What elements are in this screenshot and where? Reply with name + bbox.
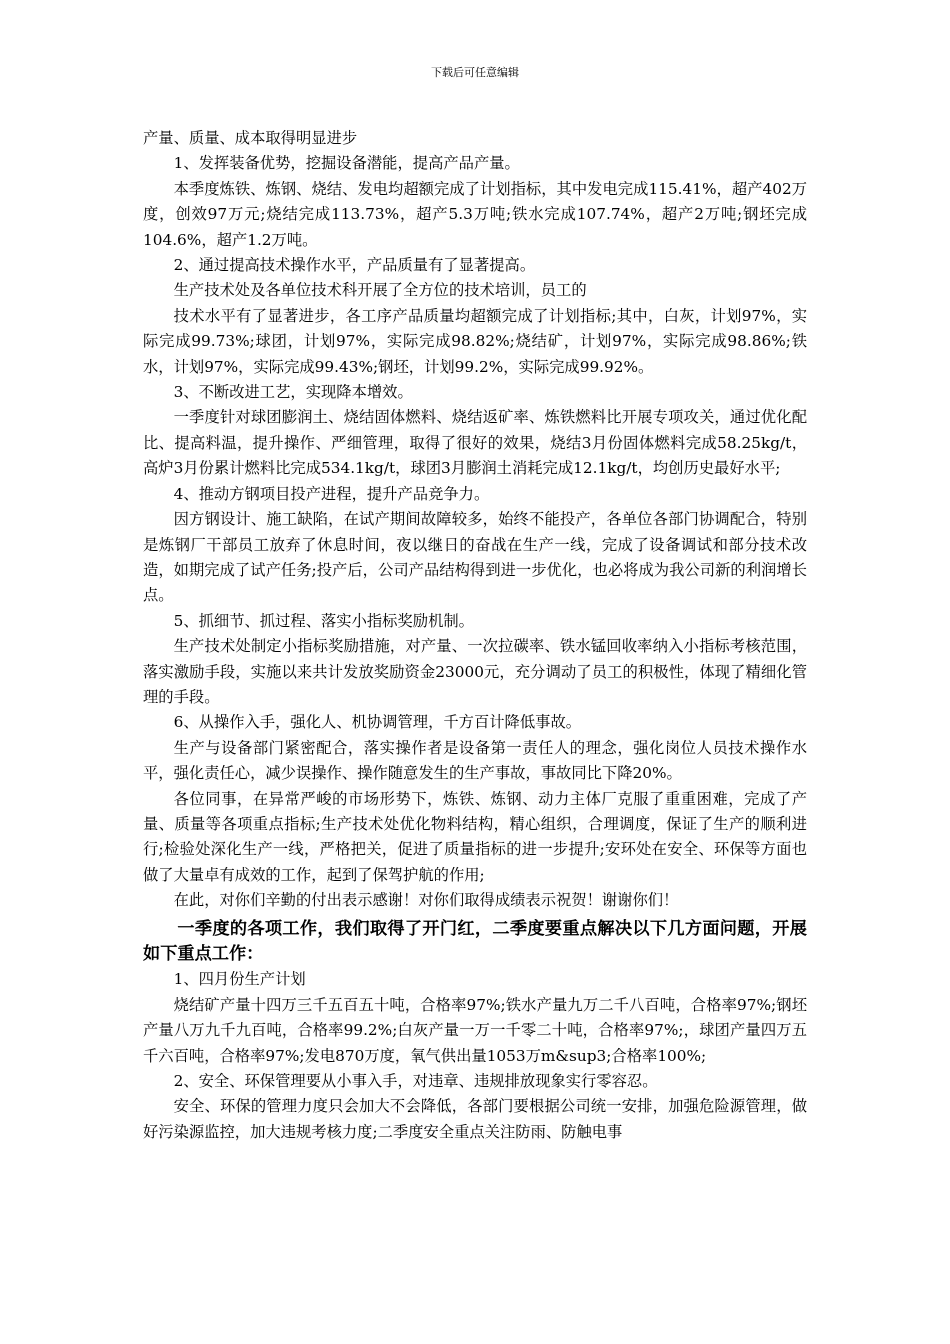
- paragraph-heading-3: 3、不断改进工艺，实现降本增效。: [173, 383, 413, 402]
- paragraph: 各位同事，在异常严峻的市场形势下，炼铁、炼钢、动力主体厂克服了重重困难，完成了产量、质量等各项重点指标;生产技术处优化物料结构，精心组织，合理调度，保证了生产的顺利进行;检验处深化生产一线，严格把关，促进了质量指标的进一步提升;安环处在安全、环保等方面也做了大量卓有成效的工作，起到了保驾护航的作用;: [143, 789, 807, 884]
- paragraph: 生产与设备部门紧密配合，落实操作者是设备第一责任人的理念，强化岗位人员技术操作水平，强化责任心，减少误操作、操作随意发生的生产事故，事故同比下降20%。: [143, 738, 807, 783]
- paragraph-heading-safety: 2、安全、环保管理要从小事入手，对违章、违规排放现象实行零容忍。: [173, 1072, 658, 1091]
- paragraph-heading-4: 4、推动方钢项目投产进程，提升产品竞争力。: [173, 484, 490, 503]
- page-header: 下载后可任意编辑: [431, 66, 519, 79]
- paragraph-heading-6: 6、从操作入手，强化人、机协调管理，千方百计降低事故。: [173, 713, 582, 732]
- paragraph: 在此，对你们辛勤的付出表示感谢！对你们取得成绩表示祝贺！谢谢你们！: [173, 891, 679, 910]
- paragraph: 生产技术处及各单位技术科开展了全方位的技术培训，员工的: [173, 281, 587, 300]
- paragraph: 烧结矿产量十四万三千五百五十吨，合格率97%;铁水产量九万二千八百吨，合格率97%;钢坯产量八万九千九百吨，合格率99.2%;白灰产量一万一千零二十吨，合格率97%;，球团产量四万五千六百吨，合格率97%;发电870万度，氧气供出量1053万m&sup3;合格率100%;: [143, 995, 807, 1065]
- paragraph-heading-plan: 1、四月份生产计划: [173, 970, 306, 989]
- paragraph: 安全、环保的管理力度只会加大不会降低，各部门要根据公司统一安排，加强危险源管理，做好污染源监控，加大违规考核力度;二季度安全重点关注防雨、防触电事: [143, 1097, 807, 1141]
- paragraph: 因方钢设计、施工缺陷，在试产期间故障较多，始终不能投产，各单位各部门协调配合，特别是炼钢厂干部员工放弃了休息时间，夜以继日的奋战在生产一线，完成了设备调试和部分技术改造，如期完成了试产任务;投产后，公司产品结构得到进一步优化，也必将成为我公司新的利润增长点。: [143, 510, 807, 605]
- paragraph: 生产技术处制定小指标奖励措施，对产量、一次拉碳率、铁水锰回收率纳入小指标考核范围，落实激励手段，实施以来共计发放奖励资金23000元，充分调动了员工的积极性，体现了精细化管理的手段。: [143, 637, 807, 706]
- paragraph-intro: 产量、质量、成本取得明显进步: [143, 129, 358, 147]
- paragraph: 一季度针对球团膨润土、烧结固体燃料、烧结返矿率、炼铁燃料比开展专项攻关，通过优化配比、提高料温，提升操作、严细管理，取得了很好的效果，烧结3月份固体燃料完成58.25kg/t，高炉3月份累计燃料比完成534.1kg/t，球团3月膨润土消耗完成12.1kg/t，均创历史最好水平;: [143, 408, 807, 478]
- paragraph: 技术水平有了显著进步，各工序产品质量均超额完成了计划指标;其中，白灰，计划97%，实际完成99.73%;球团，计划97%，实际完成98.82%;烧结矿，计划97%，实际完成98.86%;铁水，计划97%，实际完成99.43%;钢坯，计划99.2%，实际完成99.92%。: [143, 306, 807, 376]
- section-heading-bold: 一季度的各项工作，我们取得了开门红，二季度要重点解决以下几方面问题，开展如下重点工作：: [143, 918, 807, 964]
- paragraph-heading-5: 5、抓细节、抓过程、落实小指标奖励机制。: [173, 611, 474, 630]
- document-body: [143, 126, 807, 1145]
- paragraph-heading-1: 1、发挥装备优势，挖掘设备潜能，提高产品产量。: [173, 154, 520, 173]
- paragraph-heading-2: 2、通过提高技术操作水平，产品质量有了显著提高。: [173, 256, 536, 275]
- paragraph: 本季度炼铁、炼钢、烧结、发电均超额完成了计划指标，其中发电完成115.41%，超产402万度，创效97万元;烧结完成113.73%，超产5.3万吨;铁水完成107.74%，超产2万吨;钢坯完成104.6%，超产1.2万吨。: [143, 179, 807, 249]
